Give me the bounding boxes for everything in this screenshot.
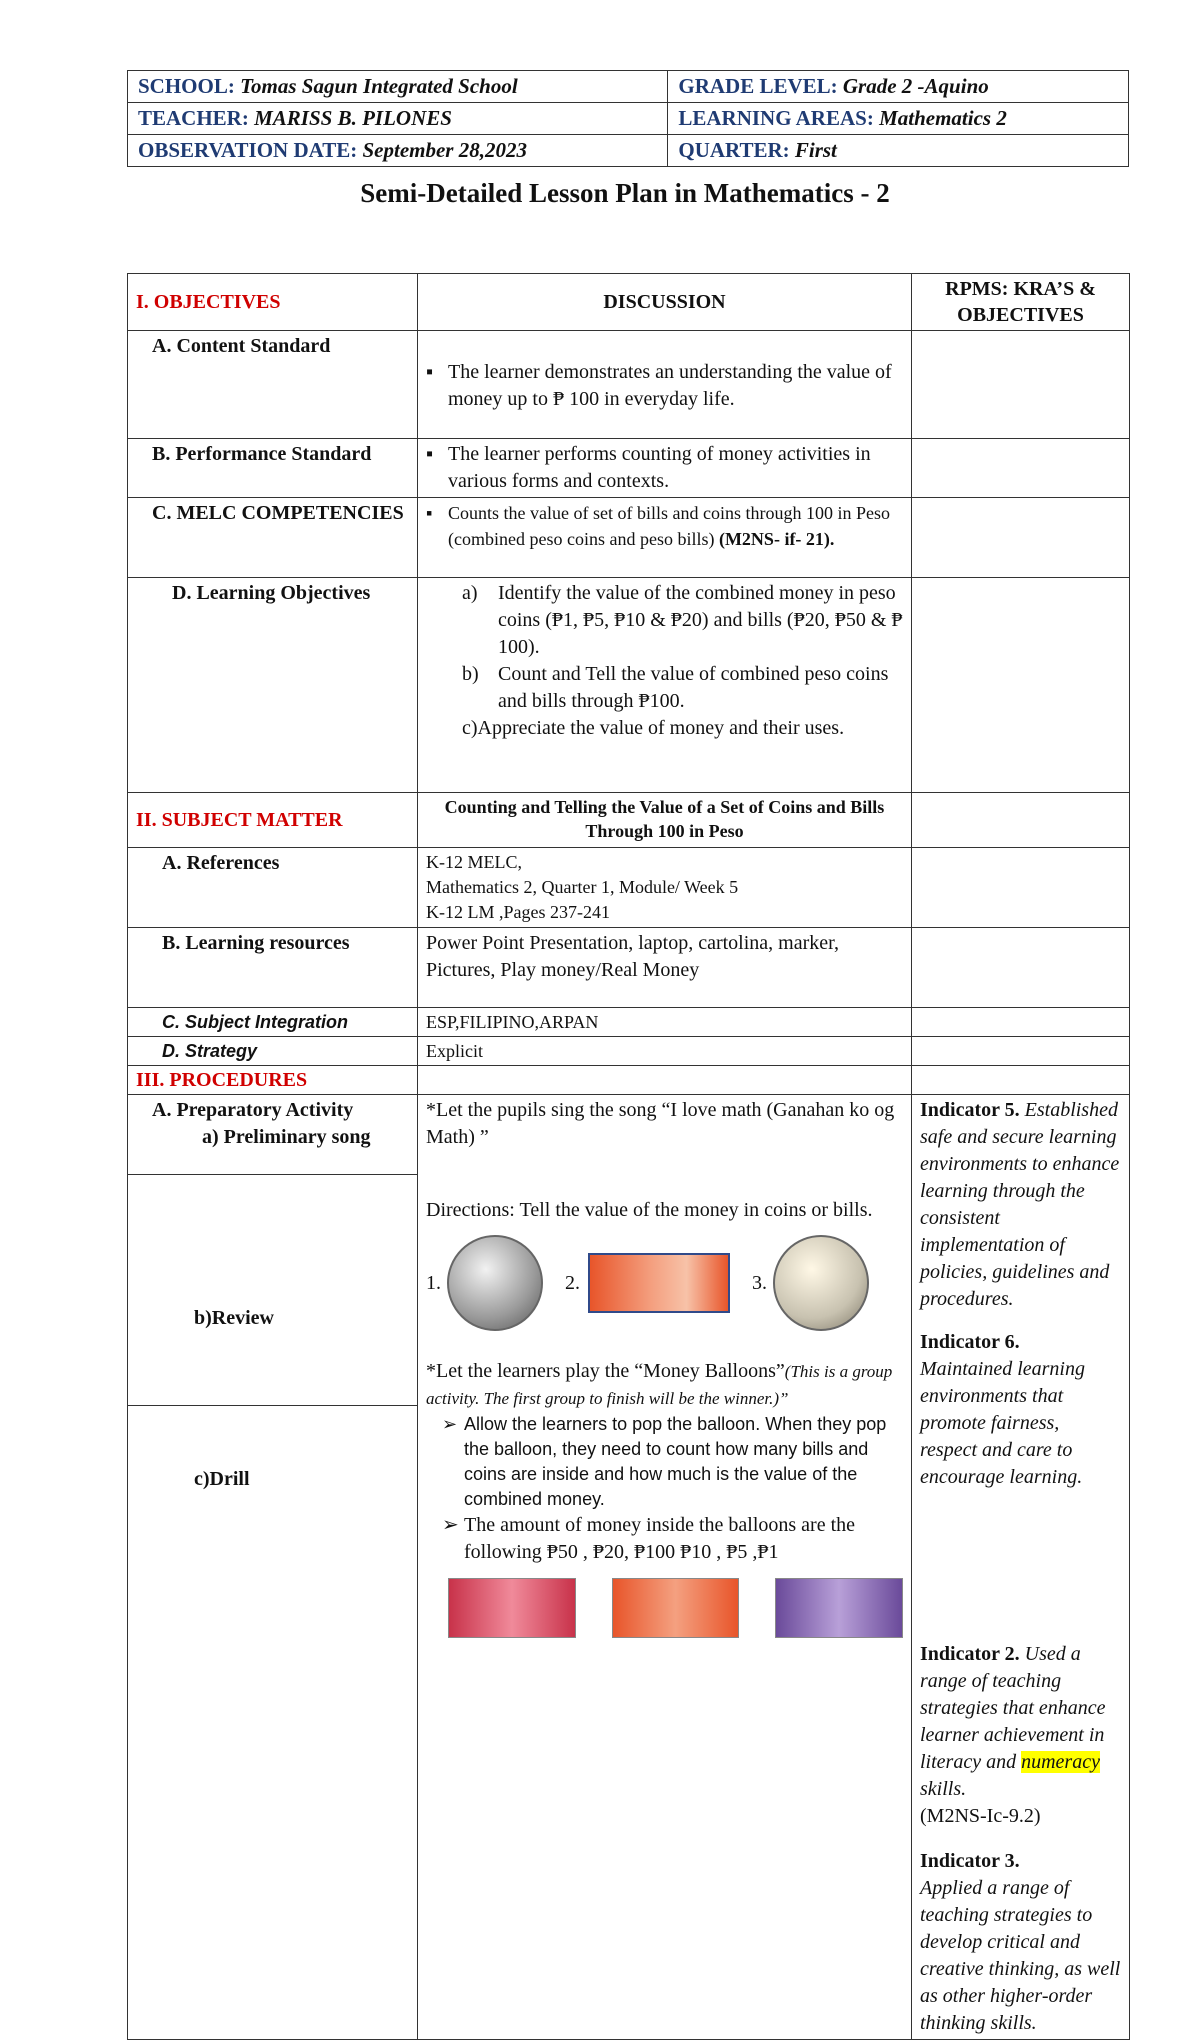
strategy-text: Explicit bbox=[418, 1037, 912, 1066]
reference-1: K-12 MELC, bbox=[426, 852, 522, 872]
discussion-heading: DISCUSSION bbox=[418, 274, 912, 331]
drill-label: c)Drill bbox=[194, 1468, 250, 1490]
areas-cell: LEARNING AREAS: Mathematics 2 bbox=[668, 103, 1129, 135]
page-title: Semi-Detailed Lesson Plan in Mathematics - 2 bbox=[360, 178, 890, 208]
drill-bullet-2: ➢ The amount of money inside the balloons are the following ₱50 , ₱20, ₱100 ₱10 , ₱5 ,₱1 bbox=[442, 1514, 856, 1563]
indicator-2: Indicator 2. Used a range of teaching strategies that enhance learner achievement in literacy and numeracy skills. (M2NS-Ic-9.2) bbox=[920, 1643, 1106, 1827]
rpms-empty-cell bbox=[912, 928, 1130, 1008]
rpms-empty-cell bbox=[912, 498, 1130, 578]
melc-text: Counts the value of set of bills and coins through 100 in Peso (combined peso coins and peso bills) bbox=[448, 503, 890, 549]
header-table bbox=[127, 70, 1129, 167]
rpms-empty-cell bbox=[912, 848, 1130, 928]
performance-label: B. Performance Standard bbox=[128, 439, 418, 498]
review-label: b)Review bbox=[194, 1307, 274, 1329]
learning-objectives-label: D. Learning Objectives bbox=[128, 578, 418, 793]
hundred-peso-bill-image bbox=[775, 1578, 903, 1638]
references-cell bbox=[418, 848, 912, 928]
fifty-peso-bill-image bbox=[448, 1578, 576, 1638]
school-cell: SCHOOL: Tomas Sagun Integrated School bbox=[128, 71, 668, 103]
twenty-peso-bill-image bbox=[612, 1578, 740, 1638]
content-standard-label: A. Content Standard bbox=[128, 331, 418, 439]
procedures-discussion-cell bbox=[418, 1095, 912, 2040]
rpms-empty-cell bbox=[912, 331, 1130, 439]
review-directions: Directions: Tell the value of the money in coins or bills. bbox=[426, 1199, 873, 1221]
drill-note: (This is a group activity. The first group to finish will be the winner.)” bbox=[426, 1362, 893, 1408]
indicator-3: Indicator 3. Applied a range of teaching strategies to develop critical and creative thinking, as well as other higher-order thinking skills. bbox=[920, 1850, 1121, 2034]
procedures-empty bbox=[418, 1066, 912, 1095]
indicator-6: Indicator 6. Maintained learning environments that promote fairness, respect and care to encourage learning. bbox=[920, 1331, 1085, 1488]
rpms-indicators-cell bbox=[912, 1095, 1130, 2040]
objective-c: c)Appreciate the value of money and their uses. bbox=[462, 717, 845, 739]
review-block bbox=[128, 1175, 417, 1406]
rpms-empty-cell bbox=[912, 578, 1130, 793]
objectives-heading: I. OBJECTIVES bbox=[128, 274, 418, 331]
ten-peso-coin-image bbox=[773, 1235, 869, 1331]
rpms-heading: RPMS: KRA’S & OBJECTIVES bbox=[912, 274, 1130, 331]
reference-3: K-12 LM ,Pages 237-241 bbox=[426, 902, 610, 922]
teacher-cell: TEACHER: MARISS B. PILONES bbox=[128, 103, 668, 135]
performance-cell: ▪ The learner performs counting of money activities in various forms and contexts. bbox=[418, 439, 912, 498]
content-standard-cell: ▪ The learner demonstrates an understanding the value of money up to ₱ 100 in everyday life. bbox=[418, 331, 912, 439]
melc-code: (M2NS- if- 21). bbox=[718, 529, 835, 549]
rpms-empty-cell bbox=[912, 439, 1130, 498]
references-label: A. References bbox=[128, 848, 418, 928]
review-item-3: 3. bbox=[752, 1271, 767, 1294]
integration-text: ESP,FILIPINO,ARPAN bbox=[418, 1008, 912, 1037]
drill-block bbox=[128, 1406, 417, 1493]
five-peso-coin-image bbox=[447, 1235, 543, 1331]
date-cell: OBSERVATION DATE: September 28,2023 bbox=[128, 135, 668, 167]
lesson-plan-table bbox=[127, 273, 1130, 2040]
procedures-label: III. PROCEDURES bbox=[128, 1066, 418, 1095]
subject-matter-label: II. SUBJECT MATTER bbox=[128, 793, 418, 848]
procedure-labels-cell bbox=[128, 1095, 418, 2040]
objective-a: Identify the value of the combined money in peso coins (₱1, ₱5, ₱10 & ₱20) and bills (₱20, ₱50 & ₱ 100). bbox=[498, 582, 903, 658]
strategy-label: D. Strategy bbox=[128, 1037, 418, 1066]
numeracy-highlight: numeracy bbox=[1021, 1751, 1100, 1773]
performance-text: The learner performs counting of money activities in various forms and contexts. bbox=[448, 443, 871, 492]
twenty-peso-bill-image bbox=[588, 1253, 730, 1313]
quarter-cell: QUARTER: First bbox=[668, 135, 1129, 167]
melc-cell: ▪ Counts the value of set of bills and coins through 100 in Peso (combined peso coins and peso bills) (M2NS- if- 21). bbox=[418, 498, 912, 578]
melc-label: C. MELC COMPETENCIES bbox=[128, 498, 418, 578]
learning-objectives-cell: a) Identify the value of the combined money in peso coins (₱1, ₱5, ₱10 & ₱20) and bills (₱20, ₱50 & ₱ 100). b) Count and Tell the value of combined peso coins and bills through ₱100. c)Appreciate the value of money and their uses. bbox=[418, 578, 912, 793]
integration-label: C. Subject Integration bbox=[128, 1008, 418, 1037]
indicator-5: Indicator 5. Established safe and secure learning environments to enhance learning through the consistent implementation of policies, guidelines and procedures. bbox=[920, 1099, 1120, 1310]
rpms-empty-cell bbox=[912, 1066, 1130, 1095]
rpms-empty-cell bbox=[912, 1037, 1130, 1066]
drill-bullet-1: ➢ Allow the learners to pop the balloon. When they pop the balloon, they need to count how many bills and coins are inside and how much is the value of the combined money. bbox=[442, 1414, 887, 1509]
drill-bills-images bbox=[426, 1578, 903, 1638]
objective-b: Count and Tell the value of combined peso coins and bills through ₱100. bbox=[498, 663, 889, 712]
grade-cell: GRADE LEVEL: Grade 2 -Aquino bbox=[668, 71, 1129, 103]
review-images bbox=[426, 1228, 903, 1338]
prelim-label: a) Preliminary song bbox=[202, 1126, 371, 1148]
prelim-song-text: *Let the pupils sing the song “I love math (Ganahan ko og Math) ” bbox=[426, 1099, 895, 1148]
subject-title: Counting and Telling the Value of a Set of Coins and Bills Through 100 in Peso bbox=[418, 793, 912, 848]
preparatory-label: A. Preparatory Activity bbox=[152, 1099, 354, 1121]
rpms-empty-cell bbox=[912, 793, 1130, 848]
resources-text: Power Point Presentation, laptop, cartolina, marker, Pictures, Play money/Real Money bbox=[418, 928, 912, 1008]
preparatory-block bbox=[128, 1095, 417, 1175]
rpms-empty-cell bbox=[912, 1008, 1130, 1037]
content-standard-text: The learner demonstrates an understanding the value of money up to ₱ 100 in everyday life. bbox=[448, 361, 892, 410]
reference-2: Mathematics 2, Quarter 1, Module/ Week 5 bbox=[426, 877, 739, 897]
review-item-2: 2. bbox=[565, 1271, 580, 1294]
drill-intro: *Let the learners play the “Money Balloons”(This is a group activity. The first group to finish will be the winner.)” bbox=[426, 1360, 893, 1408]
resources-label: B. Learning resources bbox=[128, 928, 418, 1008]
review-item-1: 1. bbox=[426, 1271, 441, 1294]
